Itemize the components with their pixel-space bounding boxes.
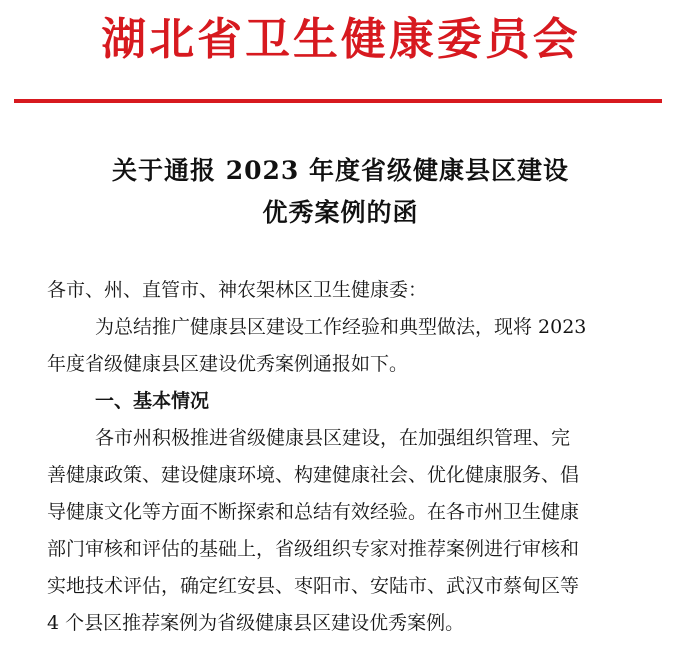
document-title-line-2: 优秀案例的函: [262, 198, 419, 227]
section-paragraph-line-6: 4 个县区推荐案例为省级健康县区建设优秀案例。: [47, 612, 465, 634]
section-paragraph-line-3: 导健康文化等方面不断探索和总结有效经验。在各市州卫生健康: [47, 501, 580, 523]
intro-paragraph-line-2: 年度省级健康县区建设优秀案例通报如下。: [47, 353, 409, 375]
section-paragraph-line-4: 部门审核和评估的基础上，省级组织专家对推荐案例进行审核和: [47, 538, 580, 560]
document-title: [0, 150, 681, 234]
masthead-title: 湖北省卫生健康委员会: [100, 14, 581, 65]
document-title-line-1: 关于通报 2023 年度省级健康县区建设: [112, 156, 569, 185]
masthead-red-rule: [14, 99, 662, 103]
masthead: [0, 10, 681, 70]
salutation: 各市、州、直管市、神农架林区卫生健康委：: [47, 279, 428, 301]
intro-paragraph-line-1: 为总结推广健康县区建设工作经验和典型做法，现将 2023: [95, 316, 587, 338]
section-paragraph-line-2: 善健康政策、建设健康环境、构建健康社会、优化健康服务、倡: [47, 464, 580, 486]
section-paragraph-line-5: 实地技术评估，确定红安县、枣阳市、安陆市、武汉市蔡甸区等: [47, 575, 580, 597]
section-heading: 一、基本情况: [95, 390, 210, 412]
section-paragraph-line-1: 各市州积极推进省级健康县区建设，在加强组织管理、完: [95, 427, 571, 449]
